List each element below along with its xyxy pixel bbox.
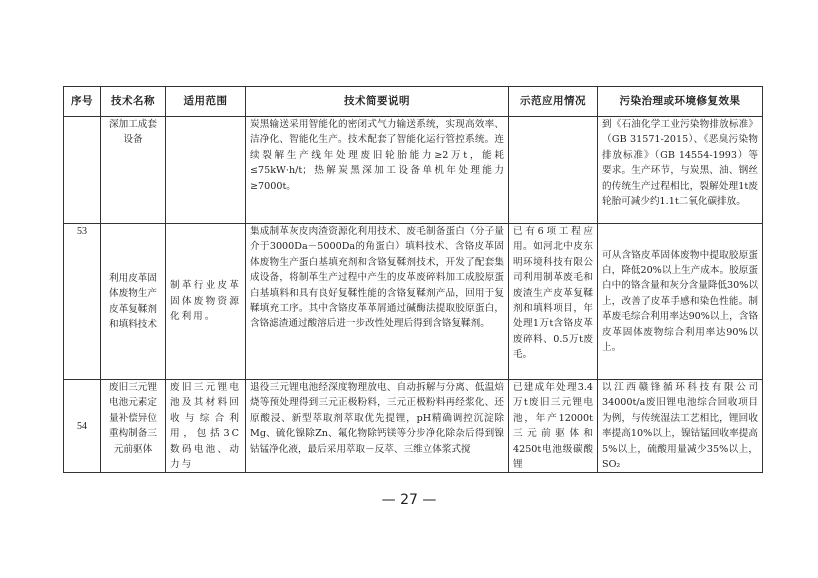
header-tech-name: 技术名称	[101, 87, 166, 117]
row-scope: 废旧三元锂电池及其材料回收与综合利用，包括3C数码电池、动力与	[166, 380, 246, 473]
row-tech-name: 废旧三元锂电池元素定量补偿异位重构制备三元前驱体	[101, 380, 166, 473]
row-description: 集成制革灰皮肉渣资源化利用技术、废毛制备蛋白（分子量介于3000Da－5000Da的角蛋白）填料技术、含铬皮革固体废物生产蛋白基填充剂和含铬复鞣剂技术，开发了配套集成设备，将制革生产过程中产生的皮革废碎料加工成胶原蛋白基填料和具有良好复鞣性能的含铬复鞣剂产品，回用于复鞣填充工序。其中含铬皮革革屑通过碱酶法提取胶原蛋白，含铬滤渣通过酸溶后进一步改性处理后得到含铬复鞣剂。	[246, 224, 509, 380]
table-header-row	[64, 87, 763, 117]
row-demonstration: 已有6项工程应用。如河北中皮东明环境科技有限公司利用制革废毛和废渣生产皮革复鞣剂和填料项目，年处理1万t含铬皮革废碎料、0.5万t废毛。	[509, 224, 598, 380]
header-description: 技术简要说明	[246, 87, 509, 117]
row-description: 炭黑输送采用智能化的密闭式气力输送系统，实现高效率、洁净化、智能化生产。技术配套了智能化运行管控系统。连续裂解生产线年处理废旧轮胎能力≥2万t，能耗≤75kW·h/t；热解炭黑深加工设备单机年处理能力≥7000t。	[246, 117, 509, 224]
header-effect: 污染治理或环境修复效果	[598, 87, 763, 117]
row-description: 退役三元锂电池经深度物理放电、自动拆解与分离、低温焙烧等预处理得到三元正极粉料，三元正极粉料再经浆化、还原酸浸、新型萃取剂萃取优先提锂，pH精确调控沉淀除Mg、硫化镍除Zn、氟化物除钙镁等分步净化除杂后得到镍钴锰净化液，最后采用萃取－反萃、三维立体浆式搅	[246, 380, 509, 473]
page-number: — 27 —	[381, 492, 437, 508]
row-number: 53	[64, 224, 101, 380]
row-scope	[166, 117, 246, 224]
row-number	[64, 117, 101, 224]
row-number: 54	[64, 380, 101, 473]
header-number: 序号	[64, 87, 101, 117]
table-row	[64, 224, 763, 380]
table-row	[64, 117, 763, 224]
row-tech-name: 利用皮革固体废物生产皮革复鞣剂和填料技术	[101, 224, 166, 380]
row-effect: 到《石油化学工业污染物排放标准》（GB 31571-2015）、《恶臭污染物排放标准》（GB 14554-1993）等要求。生产环节，与炭黑、油、钢丝的传统生产过程相比，裂解处理1t废轮胎可减少约1.1t二氧化碳排放。	[598, 117, 763, 224]
header-scope: 适用范围	[166, 87, 246, 117]
row-effect: 以江西赣锋循环科技有限公司34000t/a废旧锂电池综合回收项目为例，与传统湿法工艺相比，锂回收率提高10%以上，镍钴锰回收率提高5%以上，硫酸用量减少35%以上，SO₂	[598, 380, 763, 473]
row-demonstration: 已建成年处理3.4万t废旧三元锂电池，年产12000t三元前驱体和4250t电池级碳酸锂	[509, 380, 598, 473]
technology-table	[63, 86, 763, 473]
row-demonstration	[509, 117, 598, 224]
header-demonstration: 示范应用情况	[509, 87, 598, 117]
table-row	[64, 380, 763, 473]
row-effect: 可从含铬皮革固体废物中提取胶原蛋白，降低20%以上生产成本。胶原蛋白中的铬含量和灰分含量降低30%以上，改善了皮革手感和染色性能。制革废毛综合利用率达90%以上，含铬皮革固体废物综合利用率达90%以上。	[598, 224, 763, 380]
row-scope: 制革行业皮革固体废物资源化利用。	[166, 224, 246, 380]
row-tech-name: 深加工成套设备	[101, 117, 166, 224]
